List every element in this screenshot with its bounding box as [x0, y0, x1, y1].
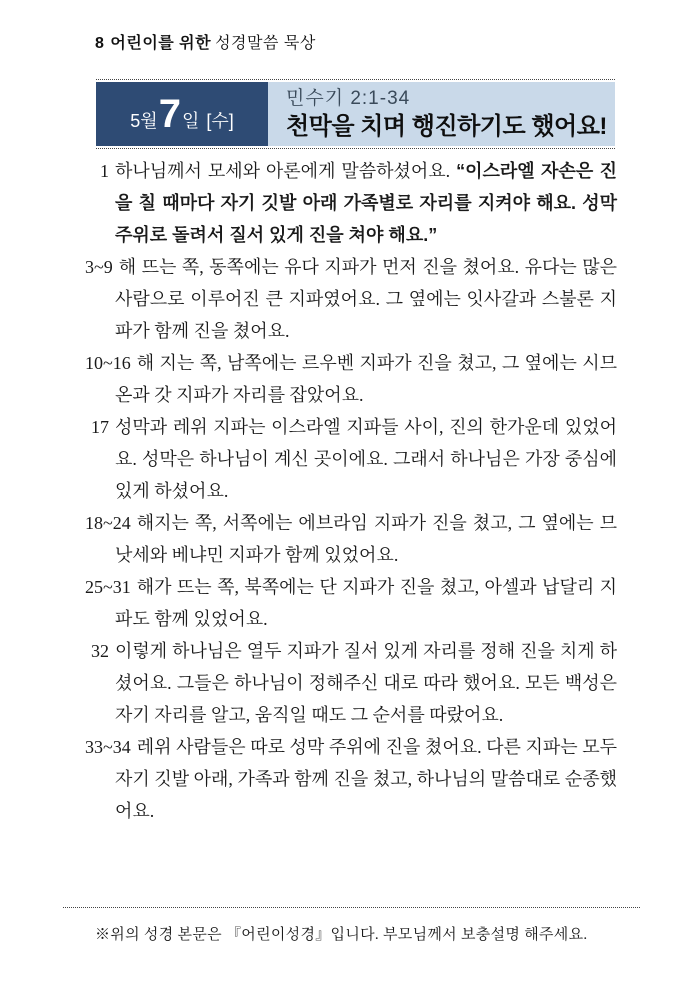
verse-number: 18~24: [85, 513, 131, 533]
date-day-suffix: 일: [181, 111, 200, 131]
date-day: 7: [158, 92, 181, 136]
verse-text: 하나님께서 모세와 아론에게 말씀하셨어요.: [115, 161, 457, 181]
lesson-title: 천막을 치며 행진하기도 했어요!: [286, 112, 607, 140]
verse-text: 레위 사람들은 따로 성막 주위에 진을 쳤어요. 다른 지파는 모두 자기 깃발 아래, 가족과 함께 진을 쳤고, 하나님의 말씀대로 순종했어요.: [115, 737, 617, 821]
verse-paragraph: [85, 507, 617, 571]
verse-paragraph: [85, 571, 617, 635]
verse-paragraph: [85, 731, 617, 827]
verse-number: 10~16: [85, 353, 131, 373]
verse-text: 이렇게 하나님은 열두 지파가 질서 있게 자리를 정해 진을 치게 하셨어요. 그들은 하나님이 정해주신 대로 따라 했어요. 모든 백성은 자기 자리를 알고, 움직일 때도 그 순서를 따랐어요.: [115, 641, 617, 725]
date-box: [96, 82, 268, 146]
running-head: [95, 30, 316, 53]
verse-text: 해지는 쪽, 서쪽에는 에브라임 지파가 진을 쳤고, 그 옆에는 므낫세와 베냐민 지파가 함께 있었어요.: [115, 513, 617, 565]
verse-number: 17: [91, 417, 109, 437]
verse-quote-bold: “이스라엘 자손은 진을 칠 때마다 자기 깃발 아래 가족별로 자리를 지켜야 해요. 성막 주위로 돌려서 질서 있게 진을 쳐야 해요.”: [115, 161, 618, 245]
verse-number: 3~9: [85, 257, 113, 277]
footnote: [63, 907, 640, 944]
verse-list: [85, 155, 617, 827]
verse-number: 1: [100, 161, 109, 181]
title-box: [268, 82, 615, 146]
passage-reference: 민수기 2:1-34: [286, 88, 411, 109]
page-number: 8: [95, 35, 105, 52]
lesson-header-inner: [96, 82, 615, 146]
footnote-text: ※위의 성경 본문은 『어린이성경』입니다. 부모님께서 보충설명 해주세요.: [95, 927, 588, 943]
date-weekday: [수]: [206, 111, 234, 131]
verse-number: 33~34: [85, 737, 131, 757]
verse-text: 성막과 레위 지파는 이스라엘 지파들 사이, 진의 한가운데 있었어요. 성막은 하나님이 계신 곳이에요. 그래서 하나님은 가장 중심에 있게 하셨어요.: [115, 417, 617, 501]
verse-paragraph: [85, 251, 617, 347]
running-head-book-title: 성경말씀 묵상: [215, 35, 316, 52]
verse-number: 25~31: [85, 577, 131, 597]
verse-number: 32: [91, 641, 109, 661]
verse-paragraph: [85, 635, 617, 731]
verse-text: 해 지는 쪽, 남쪽에는 르우벤 지파가 진을 쳤고, 그 옆에는 시므온과 갓 지파가 자리를 잡았어요.: [115, 353, 617, 405]
date-line: [130, 94, 233, 134]
verse-paragraph: [85, 155, 617, 251]
verse-text: 해 뜨는 쪽, 동쪽에는 유다 지파가 먼저 진을 쳤어요. 유다는 많은 사람으로 이루어진 큰 지파였어요. 그 옆에는 잇사갈과 스불론 지파가 함께 진을 쳤어요.: [115, 257, 617, 341]
lesson-header: [96, 79, 615, 149]
running-head-section: 어린이를 위한: [110, 35, 212, 52]
verse-text: 해가 뜨는 쪽, 북쪽에는 단 지파가 진을 쳤고, 아셀과 납달리 지파도 함께 있었어요.: [115, 577, 617, 629]
verse-paragraph: [85, 347, 617, 411]
date-month: 5월: [130, 111, 158, 131]
verse-paragraph: [85, 411, 617, 507]
